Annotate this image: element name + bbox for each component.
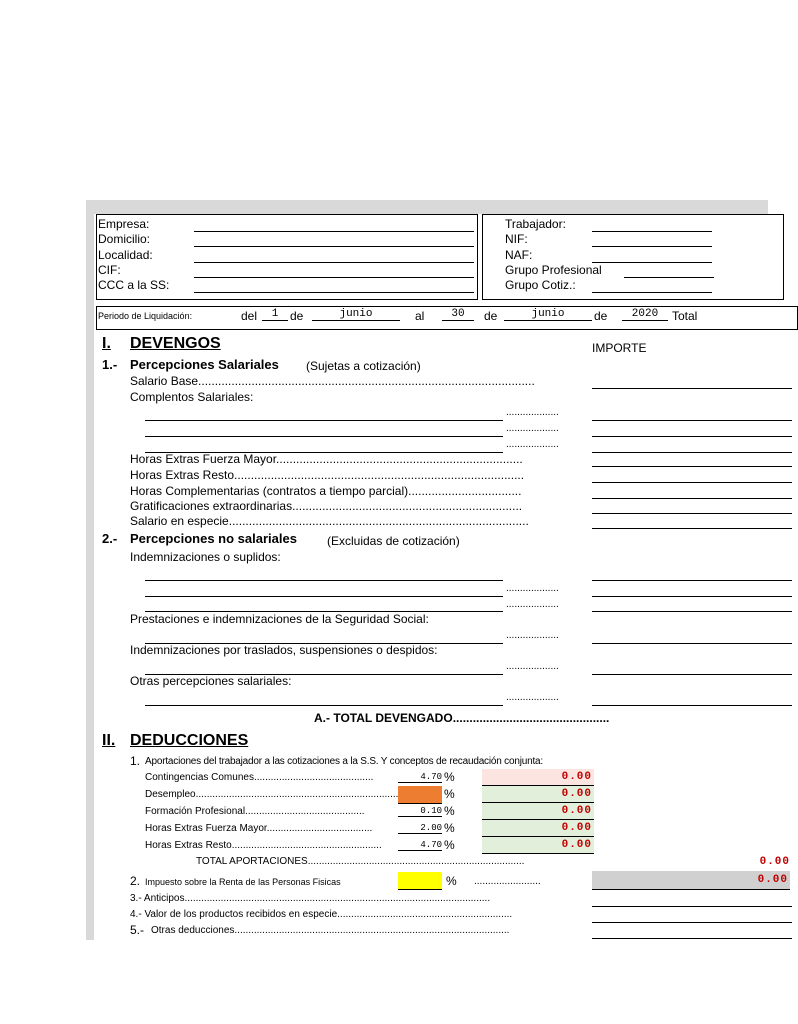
especie-text: 4.- Valor de los productos recibidos en especie (130, 909, 338, 920)
grupo-cotiz-field[interactable] (592, 292, 712, 293)
total-aportaciones-text: TOTAL APORTACIONES (196, 856, 308, 867)
complemento-field-2[interactable] (145, 436, 503, 437)
deduction-label-text: Desempleo (145, 789, 196, 800)
grupo-profesional-field[interactable] (624, 277, 714, 278)
grupo-profesional-label: Grupo Profesional (505, 263, 602, 277)
otras-label: Otras percepciones salariales: (130, 674, 292, 688)
otras-deducciones-amount[interactable] (592, 938, 792, 939)
deduction-pct[interactable]: 0.10 (398, 806, 442, 817)
gratificaciones-label: Gratificaciones extraordinarias..................................................................... (130, 499, 523, 513)
horas-fm-amount[interactable] (592, 466, 792, 467)
devengos-roman: I. (102, 335, 111, 352)
otras-dots: ................... (506, 692, 559, 703)
deduction-label: Contingencias Comunes........................................... (145, 772, 374, 783)
deduction-amount: 0.00 (482, 769, 594, 786)
periodo-day-to[interactable]: 30 (442, 308, 474, 321)
sec1-title: Percepciones Salariales (130, 357, 279, 372)
periodo-month-from[interactable]: junio (312, 308, 400, 321)
deduction-amount: 0.00 (482, 820, 594, 837)
horas-resto-label: Horas Extras Resto....................................................................................... (130, 468, 525, 482)
periodo-de-3: de (594, 309, 608, 323)
item1-num: 1. (130, 754, 141, 768)
especie-amount[interactable] (592, 922, 792, 923)
deduction-amount: 0.00 (482, 803, 594, 820)
nif-label: NIF: (505, 232, 528, 246)
grupo-cotiz-label: Grupo Cotiz.: (505, 278, 576, 292)
trabajador-label: Trabajador: (505, 217, 566, 231)
sec2-title: Percepciones no salariales (130, 531, 297, 546)
gratificaciones-text: Gratificaciones extraordinarias (130, 499, 293, 513)
empresa-field[interactable] (194, 231, 474, 232)
naf-label: NAF: (505, 248, 533, 262)
horas-compl-label: Horas Complementarias (contratos a tiempo parcial).................................. (130, 484, 522, 498)
sec1-num: 1.- (102, 357, 118, 372)
otras-deducciones-label: Otras deducciones................................................................................................... (151, 925, 510, 936)
total-aportaciones-label: TOTAL APORTACIONES.............................................................................. (196, 856, 525, 867)
irpf-pct-cell[interactable] (398, 872, 442, 890)
indemnizacion-field-2[interactable] (145, 596, 503, 597)
irpf-percent-sign: % (446, 874, 457, 888)
total-devengado-label: A.- TOTAL DEVENGADO............................................... (314, 711, 610, 725)
importe-header: IMPORTE (592, 341, 647, 355)
complementos-label: Complentos Salariales: (130, 390, 254, 404)
salario-especie-text: Salario en especie (130, 514, 229, 528)
deduction-pct[interactable]: 4.70 (398, 772, 442, 783)
complemento-amount-1[interactable] (592, 420, 792, 421)
ccc-field[interactable] (194, 292, 474, 293)
salario-especie-label: Salario en especie.......................................................................................... (130, 514, 529, 528)
salario-base-amount[interactable] (592, 388, 792, 389)
complemento-amount-3[interactable] (592, 452, 792, 453)
cif-label: CIF: (98, 263, 121, 277)
naf-field[interactable] (592, 262, 712, 263)
periodo-month-to[interactable]: junio (504, 308, 592, 321)
total-devengado-text: A.- TOTAL DEVENGADO (314, 711, 453, 725)
complemento-dots-1: ................... (506, 407, 559, 418)
deduction-label: Horas Extras Fuerza Mayor...................................... (145, 823, 373, 834)
periodo-day-from[interactable]: 1 (262, 308, 288, 321)
indemnizacion-dots-1: ................... (506, 583, 559, 594)
cif-field[interactable] (194, 277, 474, 278)
deduction-pct[interactable]: 4.70 (398, 840, 442, 851)
irpf-dots: ........................ (474, 876, 541, 887)
payroll-form (94, 214, 794, 940)
traslados-amount[interactable] (592, 674, 792, 675)
deduction-amount: 0.00 (482, 786, 594, 803)
sec2-num: 2.- (102, 531, 118, 546)
percent-sign: % (444, 821, 455, 835)
anticipos-text: 3.- Anticipos (130, 893, 185, 904)
horas-compl-text: Horas Complementarias (contratos a tiempo parcial) (130, 484, 409, 498)
deduction-amount: 0.00 (482, 837, 594, 854)
item2-num: 2. (130, 874, 141, 888)
deduction-label-text: Horas Extras Resto (145, 840, 232, 851)
desempleo-pct-cell[interactable] (398, 786, 442, 804)
nif-field[interactable] (592, 246, 712, 247)
horas-compl-amount[interactable] (592, 498, 792, 499)
localidad-label: Localidad: (98, 248, 153, 262)
deduction-label-text: Contingencias Comunes (145, 772, 254, 783)
periodo-label: Periodo de Liquidación: (98, 311, 193, 321)
traslados-dots: ................... (506, 661, 559, 672)
indemnizaciones-label: Indemnizaciones o suplidos: (130, 550, 281, 564)
salario-base-label: Salario Base..................................................................................................... (130, 374, 535, 388)
anticipos-label: 3.- Anticipos.............................................................................................................. (130, 893, 491, 904)
salario-base-text: Salario Base (130, 374, 199, 388)
irpf-value: 0.00 (592, 871, 790, 890)
trabajador-field[interactable] (592, 231, 712, 232)
horas-fm-text: Horas Extras Fuerza Mayor (130, 452, 277, 466)
deduction-label: Formación Profesional........................................... (145, 806, 365, 817)
deduction-label: Horas Extras Resto...................................................... (145, 840, 382, 851)
complemento-dots-3: ................... (506, 439, 559, 450)
item5-num: 5.- (130, 923, 145, 937)
deduction-label-text: Horas Extras Fuerza Mayor (145, 823, 267, 834)
total-aportaciones-value: 0.00 (759, 856, 790, 868)
indemnizacion-amount-3[interactable] (592, 611, 792, 612)
percent-sign: % (444, 804, 455, 818)
otras-amount[interactable] (592, 705, 792, 706)
otras-field[interactable] (145, 705, 503, 706)
percent-sign: % (444, 770, 455, 784)
complemento-amount-2[interactable] (592, 436, 792, 437)
especie-label: 4.- Valor de los productos recibidos en especie............................................................... (130, 909, 513, 920)
periodo-al: al (415, 309, 425, 323)
deduction-pct[interactable]: 2.00 (398, 823, 442, 834)
domicilio-label: Domicilio: (98, 232, 151, 246)
indemnizacion-dots-2: ................... (506, 599, 559, 610)
deduction-label-text: Formación Profesional (145, 806, 246, 817)
periodo-del: del (241, 309, 258, 323)
devengos-title: DEVENGOS (130, 335, 221, 352)
indemnizacion-amount-2[interactable] (592, 596, 792, 597)
complemento-dots-2: ................... (506, 423, 559, 434)
otras-deducciones-text: Otras deducciones (151, 925, 235, 936)
horas-fm-label: Horas Extras Fuerza Mayor.......................................................................... (130, 452, 523, 466)
horas-resto-amount[interactable] (592, 482, 792, 483)
item2-text: Impuesto sobre la Renta de las Personas Fisicas (145, 877, 341, 887)
prestaciones-amount[interactable] (592, 643, 792, 644)
gratificaciones-amount[interactable] (592, 513, 792, 514)
anticipos-amount[interactable] (592, 906, 792, 907)
empresa-label: Empresa: (98, 217, 150, 231)
deduction-label: Desempleo......................................................................... (145, 789, 399, 800)
periodo-de-2: de (484, 309, 498, 323)
indemnizacion-amount-1[interactable] (592, 580, 792, 581)
sec2-note: (Excluidas de cotización) (327, 534, 460, 548)
complemento-field-1[interactable] (145, 420, 503, 421)
traslados-label: Indemnizaciones por traslados, suspensiones o despidos: (130, 643, 438, 657)
salario-especie-amount[interactable] (592, 528, 792, 529)
prestaciones-dots: ................... (506, 630, 559, 641)
indemnizacion-field-1[interactable] (145, 580, 503, 581)
periodo-year[interactable]: 2020 (622, 308, 668, 321)
spreadsheet-area (86, 200, 790, 940)
deducciones-roman: II. (102, 732, 116, 749)
periodo-de-1: de (290, 309, 304, 323)
localidad-field[interactable] (194, 262, 474, 263)
sec1-note: (Sujetas a cotización) (306, 359, 421, 373)
domicilio-field[interactable] (194, 246, 474, 247)
percent-sign: % (444, 838, 455, 852)
ccc-label: CCC a la SS: (98, 278, 170, 292)
horas-resto-text: Horas Extras Resto (130, 468, 235, 482)
prestaciones-label: Prestaciones e indemnizaciones de la Seguridad Social: (130, 612, 429, 626)
periodo-total: Total (672, 309, 698, 323)
percent-sign: % (444, 787, 455, 801)
deducciones-title: DEDUCCIONES (130, 732, 249, 749)
item1-text: Aportaciones del trabajador a las cotizaciones a la S.S. Y conceptos de recaudación conjunta: (145, 756, 543, 767)
